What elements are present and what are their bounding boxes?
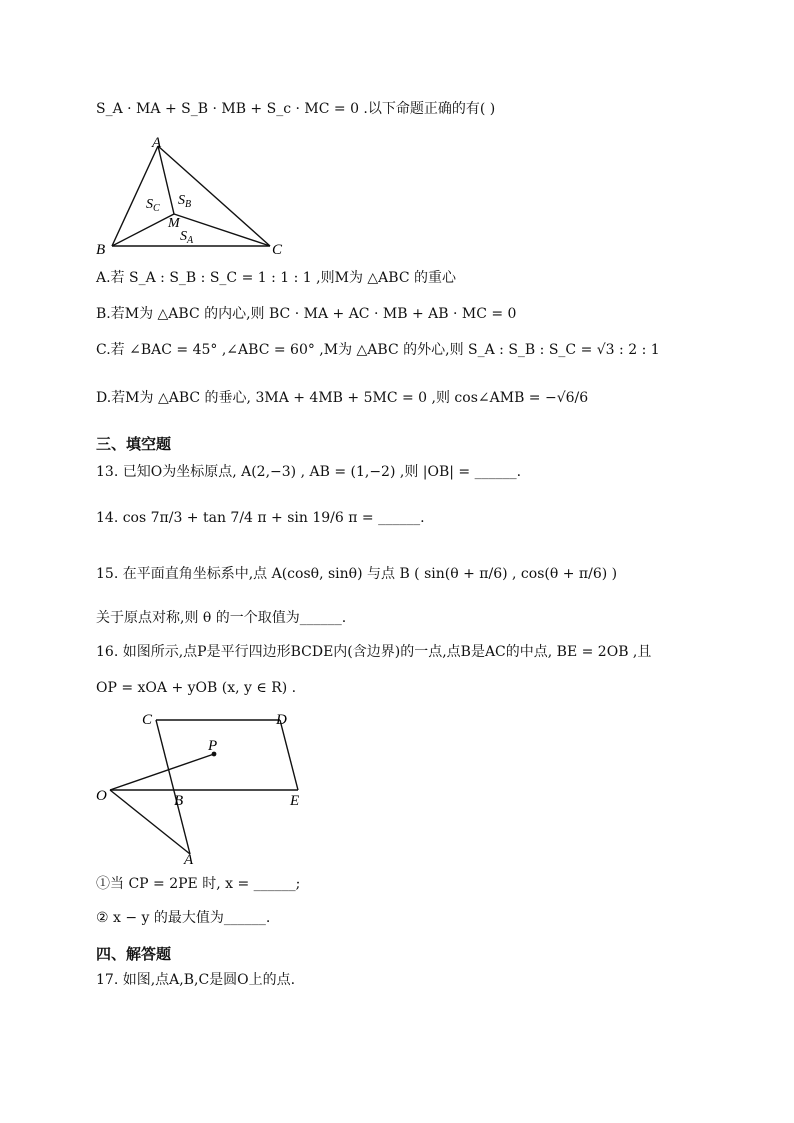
label-SC: $S_C$ (146, 197, 160, 214)
question-16-line2: OP = xOA + yOB (x, y ∈ R) . (96, 680, 297, 696)
question-17: 17. 如图,点A,B,C是圆O上的点. (96, 972, 296, 988)
question-16-sub2: ② x − y 的最大值为______. (96, 910, 271, 926)
q12-option-b: B.若M为 △ABC 的内心,则 BC · MA + AC · MB + AB · MC = 0 (96, 306, 517, 322)
label-C: C (142, 712, 153, 728)
label-A: A (152, 135, 162, 151)
label-C: C (272, 242, 283, 258)
label-B: B (96, 242, 106, 258)
label-E: E (290, 793, 300, 809)
question-16-line1: 16. 如图所示,点P是平行四边形BCDE内(含边界)的一点,点B是AC的中点, BE = 2OB ,且 (96, 644, 652, 660)
question-15-line2: 关于原点对称,则 θ 的一个取值为______. (96, 610, 347, 626)
q12-option-a: A.若 S_A : S_B : S_C = 1 : 1 : 1 ,则M为 △ABC 的重心 (96, 270, 456, 286)
q12-stem: S_A · MA + S_B · MB + S_c · MC = 0 .以下命题正确的有( ) (96, 101, 496, 117)
q16-parallelogram-figure (92, 706, 332, 866)
label-A: A (184, 852, 194, 866)
q12-triangle-figure (92, 134, 292, 260)
question-13: 13. 已知O为坐标原点, A(2,−3) , AB = (1,−2) ,则 |OB| = ______. (96, 464, 522, 480)
section-3-heading: 三、填空题 (96, 435, 172, 453)
label-D: D (276, 712, 287, 728)
label-O: O (96, 788, 107, 804)
label-SB: $S_B$ (178, 193, 192, 210)
label-P: P (208, 738, 218, 754)
label-B: B (174, 793, 184, 809)
q12-option-d: D.若M为 △ABC 的垂心, 3MA + 4MB + 5MC = 0 ,则 cos∠AMB = −√6/6 (96, 390, 589, 406)
label-M: M (168, 216, 180, 231)
section-4-heading: 四、解答题 (96, 945, 172, 963)
q12-option-c: C.若 ∠BAC = 45° ,∠ABC = 60° ,M为 △ABC 的外心,则 S_A : S_B : S_C = √3 : 2 : 1 (96, 342, 660, 358)
question-16-sub1: ①当 CP = 2PE 时, x = ______; (96, 876, 301, 892)
label-SA: $S_A$ (180, 229, 194, 246)
question-14: 14. cos 7π/3 + tan 7/4 π + sin 19/6 π = ______. (96, 510, 425, 526)
question-15-line1: 15. 在平面直角坐标系中,点 A(cosθ, sinθ) 与点 B ( sin(θ + π/6) , cos(θ + π/6) ) (96, 566, 618, 582)
